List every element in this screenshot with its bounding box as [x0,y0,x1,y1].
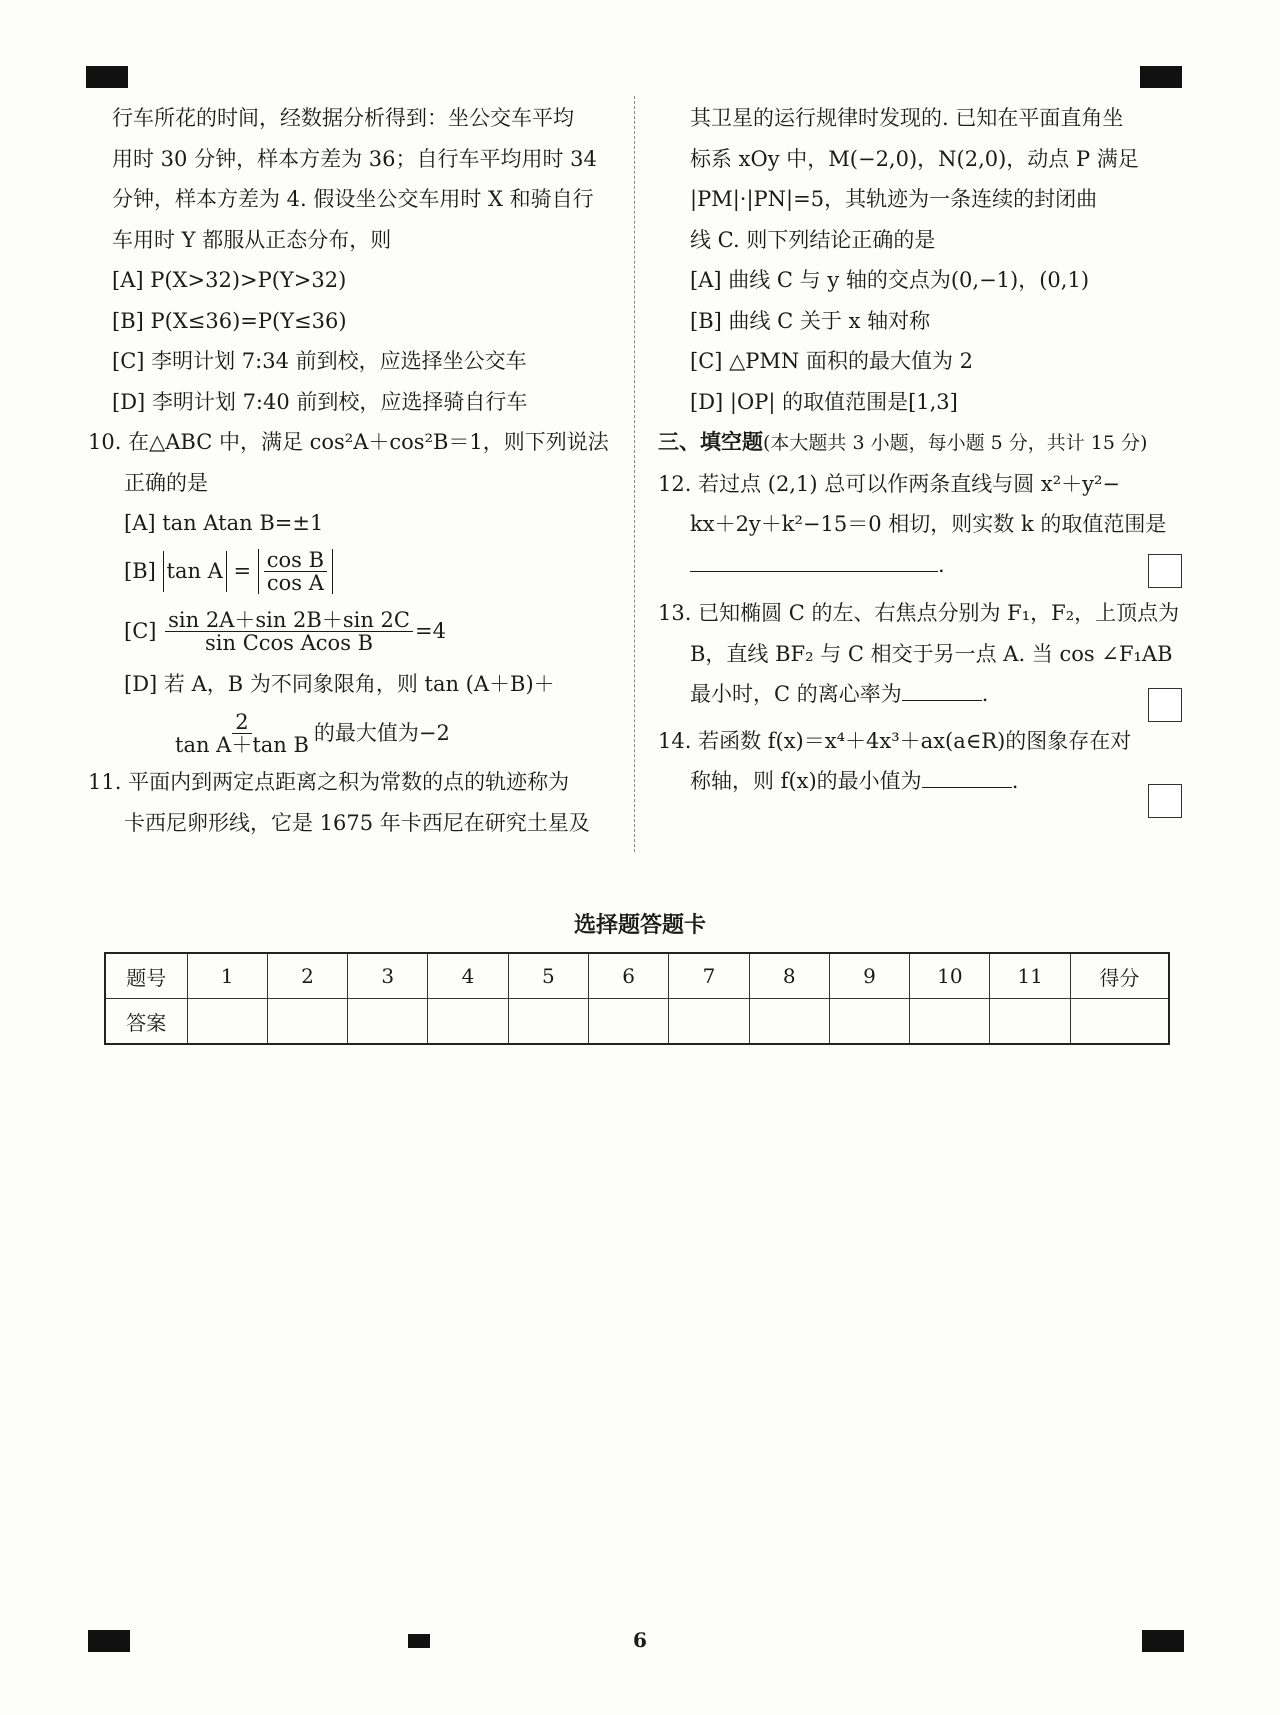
question-13 [658,593,1190,715]
option-a: [A] P(X>32)>P(Y>32) [112,268,347,292]
answer-cell[interactable] [348,999,428,1045]
numerator: sin 2A＋sin 2B＋sin 2C [165,609,413,632]
question-number-cell: 4 [428,953,508,999]
text-line: 其卫星的运行规律时发现的. 已知在平面直角坐 [690,106,1124,130]
question-11 [88,762,616,843]
text-line: 车用时 Y 都服从正态分布，则 [112,227,392,252]
question-11-continuation [690,98,1190,260]
fraction [172,711,312,756]
header-cell: 答案 [105,999,187,1045]
question-11-stem: 11. 平面内到两定点距离之积为常数的点的轨迹称为 [88,770,570,794]
question-number-cell: 7 [669,953,749,999]
answer-card-table [104,952,1170,1045]
option-d: [D] |OP| 的取值范围是[1,3] [690,389,958,414]
question-number-cell: 5 [508,953,588,999]
answer-row [105,999,1169,1045]
option-c: [C] △PMN 面积的最大值为 2 [690,349,973,373]
question-number-cell: 2 [267,953,347,999]
option-label: [B] [124,559,163,584]
text-line: 用时 30 分钟，样本方差为 36；自行车平均用时 34 [112,146,597,171]
question-13-stem: 13. 已知椭圆 C 的左、右焦点分别为 F₁，F₂，上顶点为 [658,601,1180,625]
question-14-tail: 称轴，则 f(x)的最小值为 [690,769,922,793]
period: . [938,552,945,577]
question-12-stem: 12. 若过点 (2,1) 总可以作两条直线与圆 x²＋y²− [658,471,1121,496]
text-line: 行车所花的时间，经数据分析得到：坐公交车平均 [112,106,574,130]
question-12-stem: kx＋2y＋k²−15＝0 相切，则实数 k 的取值范围是 [690,512,1167,536]
answer-blank[interactable] [690,549,938,572]
question-13-stem: B，直线 BF₂ 与 C 相交于另一点 A. 当 cos ∠F₁AB [690,641,1173,666]
question-number-cell: 11 [990,953,1070,999]
score-box-q14[interactable] [1148,784,1182,818]
question-10-stem: 正确的是 [124,470,208,495]
answer-blank[interactable] [902,678,982,701]
registration-mark-top-left [86,66,128,88]
question-10 [88,422,616,762]
answer-cell[interactable] [910,999,990,1045]
question-11-options [690,260,1190,422]
fraction [165,609,413,654]
question-number-cell: 8 [749,953,829,999]
option-d-tail: 的最大值为−2 [313,720,450,745]
equals-value: =4 [414,619,446,644]
header-cell: 题号 [105,953,187,999]
option-b: [B] 曲线 C 关于 x 轴对称 [690,308,931,333]
answer-line [658,761,1190,802]
answer-cell[interactable] [267,999,347,1045]
question-number-cell: 1 [187,953,267,999]
text-line: 分钟，样本方差为 4. 假设坐公交车用时 X 和骑自行 [112,187,594,211]
question-number-row [105,953,1169,999]
denominator: sin Ccos Acos B [205,631,374,655]
answer-line [658,674,1190,715]
registration-mark-top-right [1140,66,1182,88]
question-13-tail: 最小时，C 的离心率为 [690,682,902,706]
option-label: [C] [124,619,164,644]
denominator: cos A [266,571,324,595]
answer-cell[interactable] [829,999,909,1045]
answer-line [658,545,1190,586]
column-divider [634,96,635,852]
section-3-title: 三、填空题 [658,429,763,454]
question-number-cell: 6 [588,953,668,999]
right-column [658,98,1190,802]
period: . [1011,769,1019,793]
abs-content: tan A [166,559,223,584]
answer-cell[interactable] [508,999,588,1045]
question-number-cell: 3 [348,953,428,999]
answer-cell[interactable] [669,999,749,1045]
numerator: 2 [232,711,251,734]
question-9-options [88,260,616,422]
question-14-stem: 14. 若函数 f(x)＝x⁴＋4x³＋ax(a∈R)的图象存在对 [658,728,1132,753]
section-3-note: (本大题共 3 小题，每小题 5 分，共计 15 分) [763,432,1148,454]
text-line: 标系 xOy 中，M(−2,0)，N(2,0)，动点 P 满足 [690,146,1139,171]
equals-sign: = [226,559,258,584]
answer-cell[interactable] [588,999,668,1045]
question-number-cell: 9 [829,953,909,999]
left-column [88,98,616,843]
option-b [88,544,616,600]
option-a: [A] tan Atan B=±1 [124,511,324,535]
denominator: tan A＋tan B [175,732,309,757]
answer-cell[interactable] [990,999,1070,1045]
answer-cell[interactable] [428,999,508,1045]
question-9-continuation [88,98,616,260]
question-10-stem: 10. 在△ABC 中，满足 cos²A＋cos²B＝1，则下列说法 [88,430,609,454]
score-cell[interactable] [1070,999,1169,1045]
option-d: [D] 李明计划 7:40 前到校，应选择骑自行车 [112,389,528,414]
text-line: 线 C. 则下列结论正确的是 [690,227,936,252]
question-14 [658,721,1190,802]
period: . [981,682,989,706]
answer-cell[interactable] [187,999,267,1045]
score-box-q12[interactable] [1148,554,1182,588]
option-c: [C] 李明计划 7:34 前到校，应选择坐公交车 [112,349,527,373]
text-line: |PM|·|PN|=5，其轨迹为一条连续的封闭曲 [690,187,1098,211]
page-number: 6 [633,1628,647,1652]
option-c [88,600,616,664]
answer-card-title: 选择题答题卡 [573,913,706,938]
score-header-cell: 得分 [1070,953,1169,999]
option-d-continuation [88,704,616,762]
numerator: cos B [264,549,327,572]
absolute-value [258,549,333,594]
question-number-cell: 10 [910,953,990,999]
answer-cell[interactable] [749,999,829,1045]
score-box-q13[interactable] [1148,688,1182,722]
fraction [264,549,327,594]
section-3-heading [658,422,1190,464]
absolute-value [163,551,227,592]
question-11-stem: 卡西尼卵形线，它是 1675 年卡西尼在研究土星及 [124,810,590,835]
question-12 [658,464,1190,586]
option-d: [D] 若 A，B 为不同象限角，则 tan (A＋B)＋ [124,671,555,696]
option-b: [B] P(X≤36)=P(Y≤36) [112,308,347,333]
answer-blank[interactable] [922,765,1012,788]
option-a: [A] 曲线 C 与 y 轴的交点为(0,−1)，(0,1) [690,268,1090,292]
